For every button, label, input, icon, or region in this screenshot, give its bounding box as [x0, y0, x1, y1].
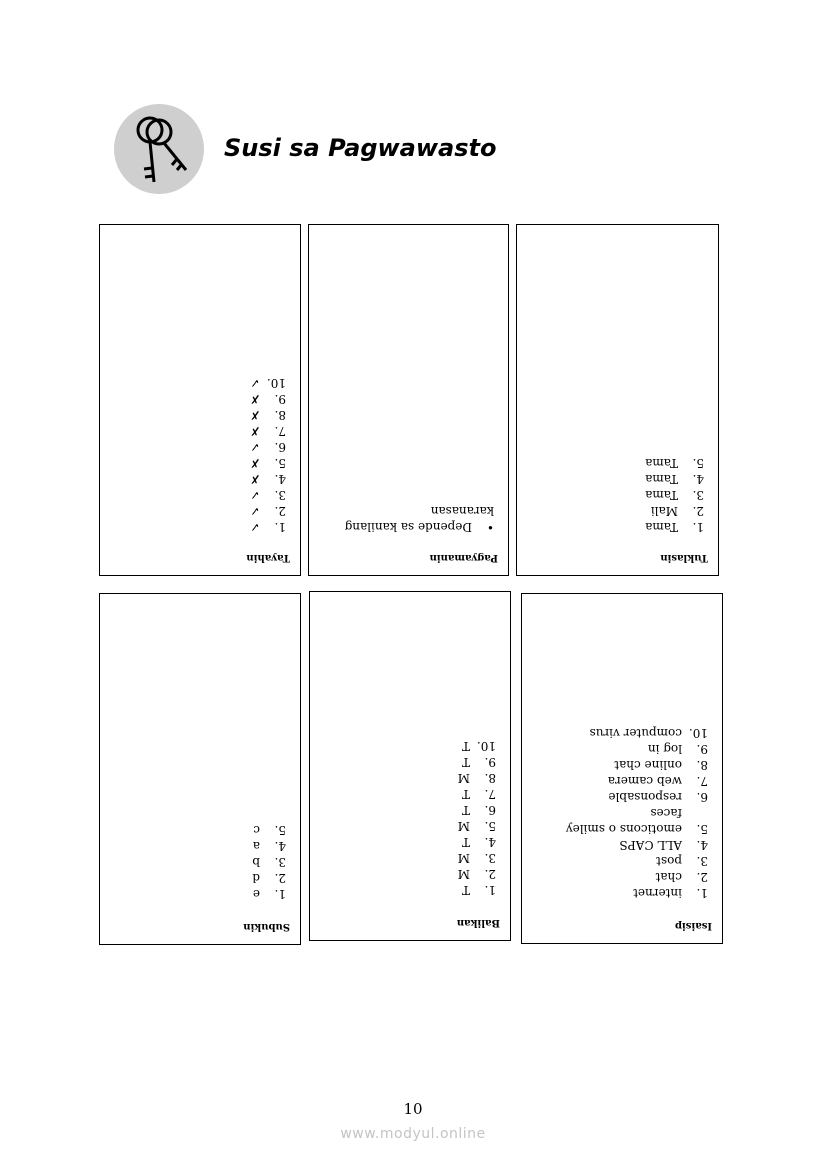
list-item: 9.log in	[647, 742, 708, 756]
tuklasin-box	[516, 224, 719, 576]
isaisip-box	[521, 593, 723, 944]
list-item: 10.T	[461, 739, 496, 753]
pagyamanin-list	[344, 503, 494, 535]
list-item: 9.T	[461, 755, 496, 769]
list-item: 6.✓	[249, 440, 286, 454]
list-item: 8.M	[457, 771, 496, 785]
list-item: 3.M	[457, 851, 496, 865]
isaisip-list	[566, 725, 708, 901]
balikan-list	[458, 738, 496, 898]
list-item: 5.✗	[249, 456, 286, 470]
page-number: 10	[403, 1100, 423, 1118]
list-item: 7.✗	[249, 424, 286, 438]
list-item: 1.e	[252, 887, 286, 901]
list-item: 6.responsable	[608, 790, 708, 804]
list-item: 6.T	[461, 803, 496, 817]
list-item: faces	[650, 806, 682, 820]
pagyamanin-title: Pagyamanin	[429, 552, 498, 563]
list-item: 4.T	[461, 835, 496, 849]
pagyamanin-box	[308, 224, 509, 576]
page-title: Susi sa Pagwawasto	[224, 134, 497, 162]
list-item: 2.Mali	[650, 504, 704, 518]
list-item: 5.emoticons o smiley	[565, 822, 708, 836]
list-item: 2.d	[252, 871, 286, 885]
list-item: 9.✗	[249, 392, 286, 406]
list-item: 4.ALL CAPS	[619, 838, 708, 852]
list-item: •Depende sa kanilang karanasan	[344, 504, 494, 534]
tayahin-list	[250, 375, 286, 535]
list-item: 2.✓	[249, 504, 286, 518]
list-item: 2.chat	[655, 870, 708, 884]
list-item: 3.✓	[249, 488, 286, 502]
list-item: 1.T	[461, 883, 496, 897]
tayahin-title: Tayahin	[246, 552, 290, 563]
subukin-title: Subukin	[243, 921, 290, 932]
isaisip-title: Isaisip	[674, 920, 712, 931]
list-item: 10.computer virus	[589, 726, 708, 740]
list-item: 10.✓	[249, 376, 286, 390]
list-item: 7.T	[461, 787, 496, 801]
tuklasin-list	[645, 455, 704, 535]
list-item: 5.Tama	[645, 456, 704, 470]
subukin-list	[252, 822, 286, 902]
watermark: www.modyul.online	[340, 1126, 486, 1142]
balikan-title: Balikan	[456, 917, 500, 928]
list-item: 4.✗	[249, 472, 286, 486]
tuklasin-title: Tuklasin	[660, 552, 708, 563]
list-item: 8.online chat	[614, 758, 708, 772]
list-item: 1.Tama	[645, 520, 704, 534]
list-item: 3.post	[656, 854, 708, 868]
subukin-box	[99, 593, 301, 945]
list-item: 4.Tama	[645, 472, 704, 486]
keys-icon	[114, 104, 204, 194]
list-item: 1.internet	[633, 886, 708, 900]
list-item: 8.✗	[249, 408, 286, 422]
list-item: 4.a	[252, 839, 286, 853]
list-item: 1.✓	[249, 520, 286, 534]
list-item: 3.Tama	[645, 488, 704, 502]
list-item: 7.web camera	[607, 774, 708, 788]
list-item: 3.b	[252, 855, 286, 869]
balikan-box	[309, 591, 511, 941]
list-item: 5.c	[253, 823, 286, 837]
list-item: 2.M	[457, 867, 496, 881]
list-item: 5.M	[457, 819, 496, 833]
tayahin-box	[99, 224, 301, 576]
